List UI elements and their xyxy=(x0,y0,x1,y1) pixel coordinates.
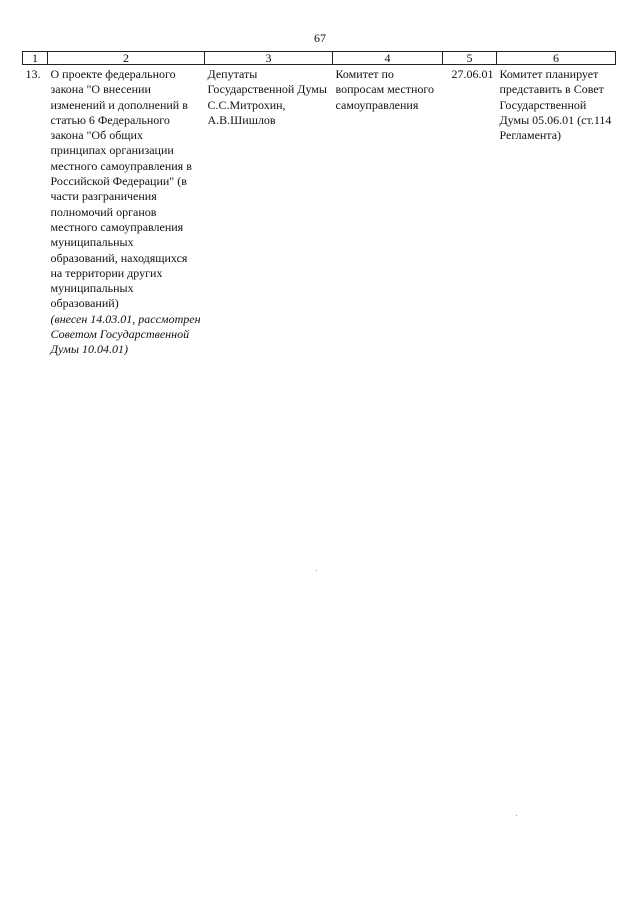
bill-title-cell xyxy=(48,65,205,358)
column-header-1: 1 xyxy=(23,52,48,65)
bill-note: (внесен 14.03.01, рассмотрен Советом Государственной Думы 10.04.01) xyxy=(50,311,201,357)
bill-authors: Депутаты Государственной Думы С.С.Митрохин, А.В.Шишлов xyxy=(207,67,327,127)
responsible-committee: Комитет по вопросам местного самоуправления xyxy=(335,67,435,112)
column-header-2: 2 xyxy=(48,52,205,65)
column-header-3: 3 xyxy=(205,52,333,65)
table-header-row xyxy=(23,52,616,65)
planned-date: 27.06.01 xyxy=(451,67,494,81)
column-header-4: 4 xyxy=(333,52,443,65)
column-header-5: 5 xyxy=(443,52,497,65)
column-header-6: 6 xyxy=(497,52,616,65)
bill-status: Комитет планирует представить в Совет Государственной Думы 05.06.01 (ст.114 Регламента) xyxy=(499,67,612,143)
page-number: 67 xyxy=(314,31,326,45)
scan-speck xyxy=(316,570,317,571)
row-number: 13. xyxy=(25,67,41,81)
bill-title: О проекте федерального закона "О внесении изменений и дополнений в статью 6 Федерального закона "Об общих принципах организации местного самоуправления в Российской Федерации" (в части разграничения полномочий органов местного самоуправления муниципальных образований, находящихся на территории других муниципальных образований) xyxy=(50,67,192,311)
scan-speck xyxy=(516,815,517,816)
table-row xyxy=(23,65,616,358)
bills-table xyxy=(22,51,616,358)
